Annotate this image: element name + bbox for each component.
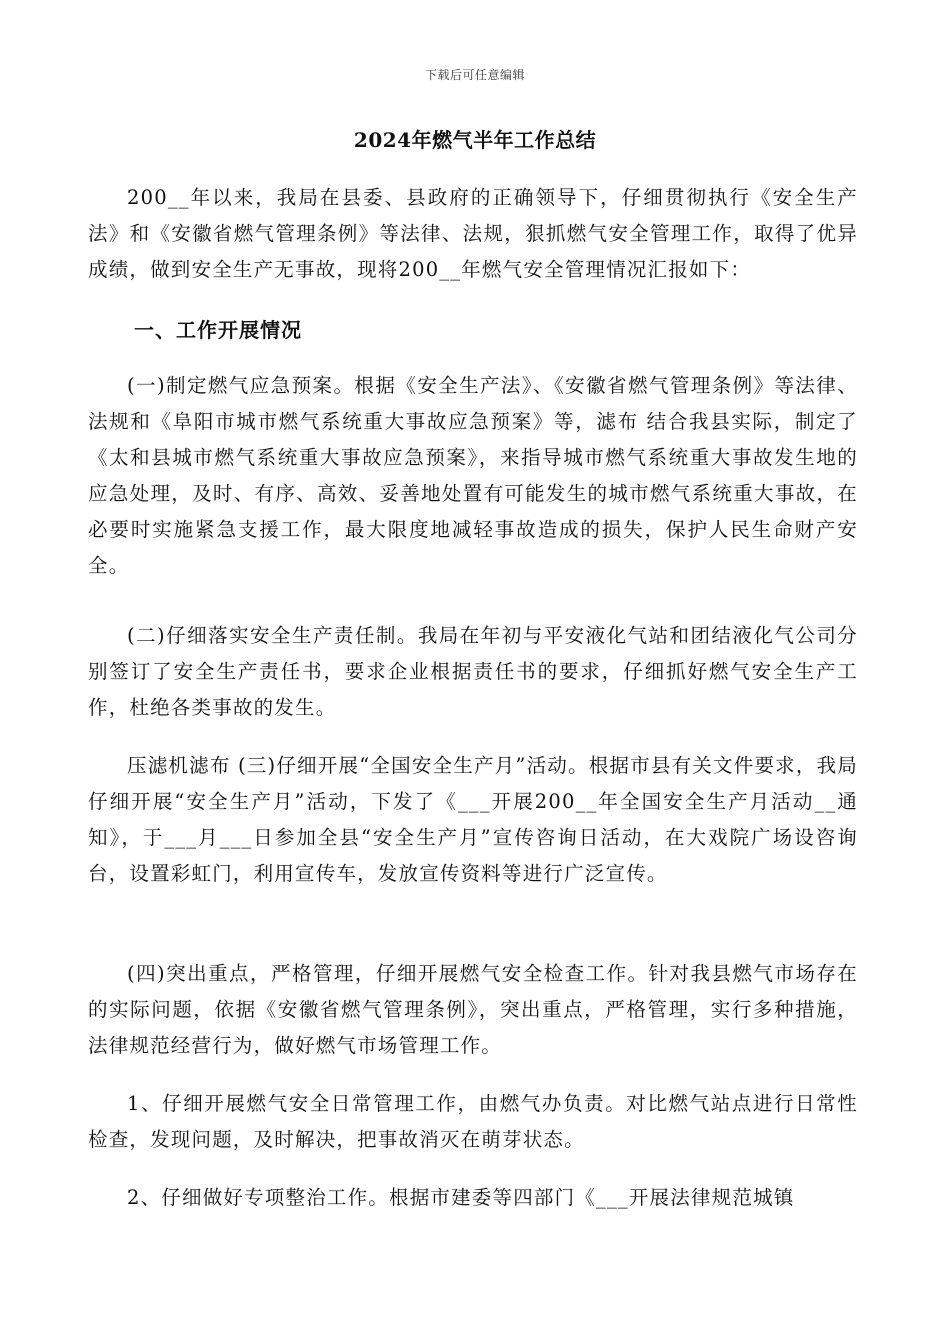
paragraph-3: 压滤机滤布 (三)仔细开展“全国安全生产月”活动。根据市县有关文件要求，我局仔细开展“安全生产月”活动，下发了《___开展200__年全国安全生产月活动__通知》，于___月___日参加全县“安全生产月”宣传咨询日活动，在大戏院广场设咨询台，设置彩虹门，利用宣传车，发放宣传资料等进行广泛宣传。 <box>88 754 858 885</box>
header-note: 下载后可任意编辑 <box>424 68 525 82</box>
intro-paragraph: 200__年以来，我局在县委、县政府的正确领导下，仔细贯彻执行《安全生产法》和《安徽省燃气管理条例》等法律、法规，狠抓燃气安全管理工作，取得了优异成绩，做到安全生产无事故，现将200__年燃气安全管理情况汇报如下： <box>88 186 858 281</box>
document-title: 2024年燃气半年工作总结 <box>353 128 597 152</box>
paragraph-2: (二)仔细落实安全生产责任制。我局在年初与平安液化气站和团结液化气公司分别签订了安全生产责任书，要求企业根据责任书的要求，仔细抓好燃气安全生产工作，杜绝各类事故的发生。 <box>88 624 858 719</box>
paragraph-5: 1、仔细开展燃气安全日常管理工作，由燃气办负责。对比燃气站点进行日常性检查，发现问题，及时解决，把事故消灭在萌芽状态。 <box>88 1092 858 1151</box>
paragraph-1: (一)制定燃气应急预案。根据《安全生产法》、《安徽省燃气管理条例》等法律、法规和《阜阳市城市燃气系统重大事故应急预案》等，滤布 结合我县实际，制定了《太和县城市燃气系统重大事故应急预案》，来指导城市燃气系统重大事故发生地的应急处理，及时、有序、高效、妥善地处置有可能发生的城市燃气系统重大事故，在必要时实施紧急支援工作，最大限度地减轻事故造成的损失，保护人民生命财产安全。 <box>88 374 858 577</box>
paragraph-4: (四)突出重点，严格管理，仔细开展燃气安全检查工作。针对我县燃气市场存在的实际问题，依据《安徽省燃气管理条例》，突出重点，严格管理，实行多种措施，法律规范经营行为，做好燃气市场管理工作。 <box>88 962 858 1057</box>
section-heading: 一、工作开展情况 <box>134 318 302 342</box>
paragraph-6: 2、仔细做好专项整治工作。根据市建委等四部门《___开展法律规范城镇 <box>127 1186 795 1209</box>
